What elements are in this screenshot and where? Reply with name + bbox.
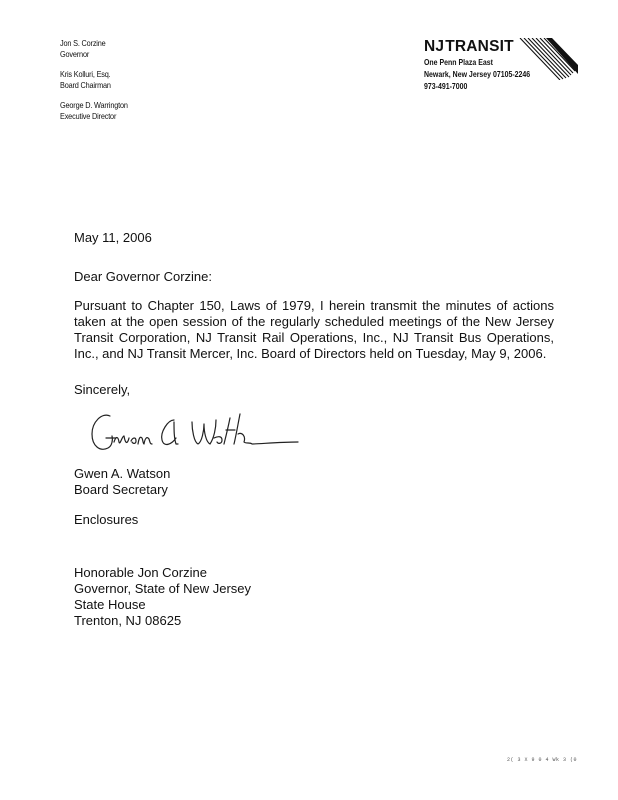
official-role: Executive Director: [60, 111, 117, 121]
official-governor: [60, 38, 200, 60]
recipient-line: State House: [74, 597, 146, 612]
official-name: Jon S. Corzine: [60, 38, 106, 48]
handwritten-signature: [88, 408, 303, 456]
letterhead-phone: 973-491-7000: [424, 81, 468, 91]
official-role: Board Chairman: [60, 80, 111, 90]
recipient-line: Honorable Jon Corzine: [74, 565, 207, 580]
letter-date: May 11, 2006: [74, 230, 152, 245]
signer-title: Board Secretary: [74, 482, 168, 497]
letterhead-address-line: One Penn Plaza East: [424, 57, 493, 67]
recipient-line: Governor, State of New Jersey: [74, 581, 252, 596]
letterhead-address-line: Newark, New Jersey 07105-2246: [424, 69, 531, 79]
signer-name: Gwen A. Watson: [74, 466, 171, 481]
recipient-line: Trenton, NJ 08625: [74, 613, 182, 628]
logo-name: TRANSIT: [445, 38, 514, 55]
recipient-address: [74, 565, 251, 629]
official-role: Governor: [60, 49, 90, 59]
logo-wordmark: [424, 38, 514, 56]
letter-salutation: Dear Governor Corzine:: [74, 269, 212, 284]
official-executive-director: [60, 100, 200, 122]
official-name: Kris Kolluri, Esq.: [60, 69, 111, 79]
enclosures-note: Enclosures: [74, 512, 139, 527]
signer-block: [74, 466, 170, 498]
official-board-chairman: [60, 69, 200, 91]
letter-closing: Sincerely,: [74, 382, 131, 397]
document-footer-code: 2( 3 X 9 0 4 Wk 3 (0: [507, 757, 578, 763]
logo-nj-mark: NJ: [424, 38, 445, 55]
nj-transit-logo-block: [424, 38, 584, 108]
official-name: George D. Warrington: [60, 100, 128, 110]
letter-body-paragraph: Pursuant to Chapter 150, Laws of 1979, I herein transmit the minutes of actions taken at the open session of the regularly scheduled meetings of the New Jersey Transit Corporation, NJ Transit Rail Operations, Inc., NJ Transit Bus Operations, Inc., and NJ Transit Mercer, Inc. Board of Directors held on Tuesday, May 9, 2006.: [74, 298, 554, 361]
officials-list: [60, 38, 200, 131]
